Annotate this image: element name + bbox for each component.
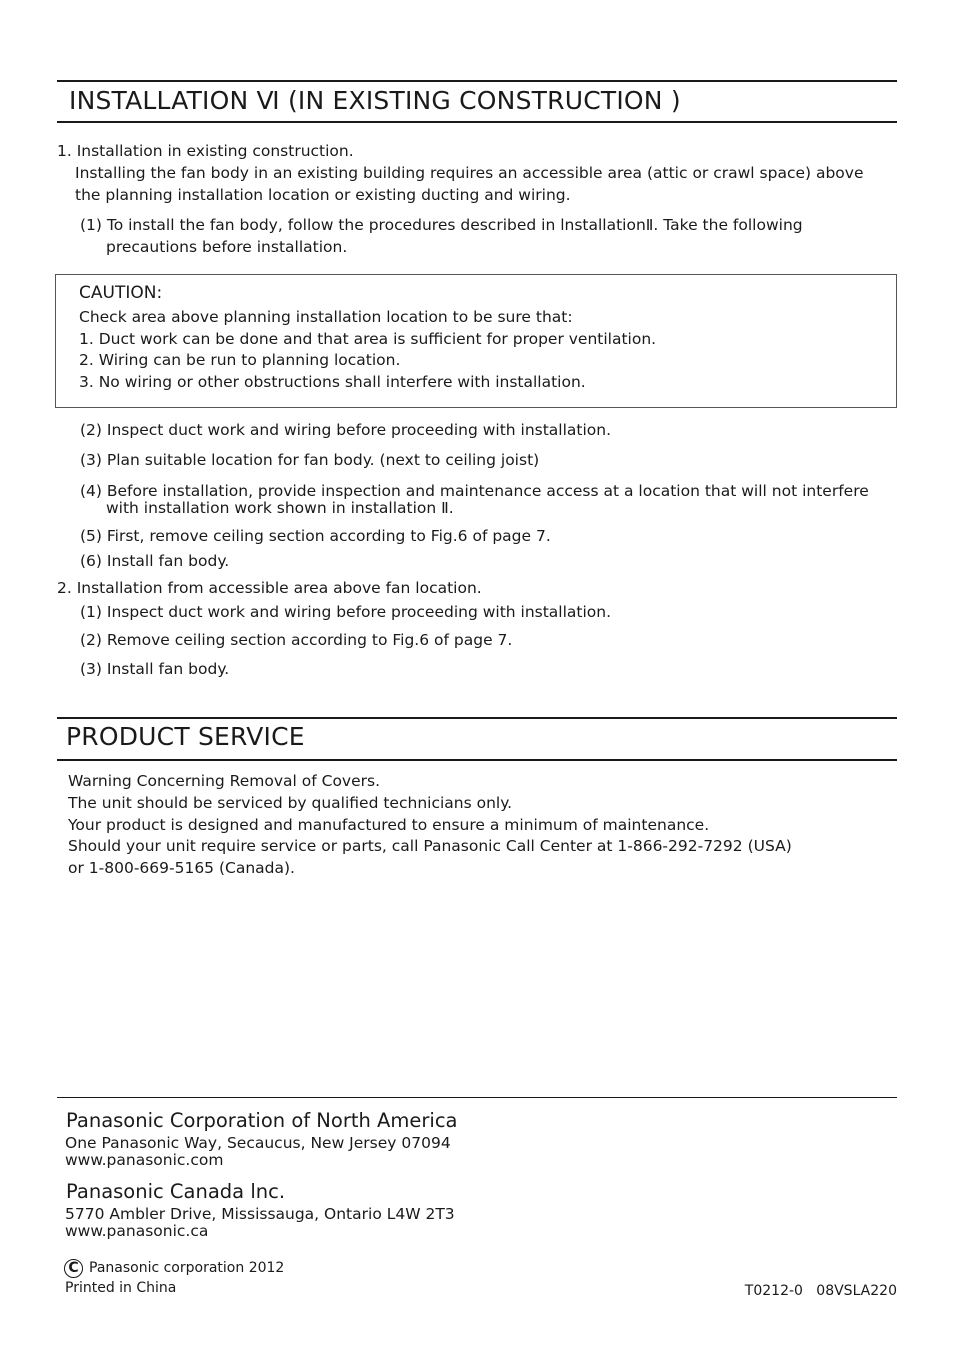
step4-line1: (4) Before installation, provide inspection and maintenance access at a location that will not interfere bbox=[80, 482, 869, 500]
footer-rule bbox=[57, 1097, 897, 1098]
item1-text-line2: the planning installation location or existing ducting and wiring. bbox=[75, 186, 571, 204]
service-line3: Your product is designed and manufactured to ensure a minimum of maintenance. bbox=[68, 816, 710, 834]
caution-intro: Check area above planning installation location to be sure that: bbox=[79, 308, 573, 326]
caution-item-3: 3. No wiring or other obstructions shall interfere with installation. bbox=[79, 373, 586, 391]
service-top-rule bbox=[57, 717, 897, 719]
company1-name: Panasonic Corporation of North America bbox=[66, 1109, 458, 1132]
item2-step2: (2) Remove ceiling section according to Fig.6 of page 7. bbox=[80, 631, 513, 649]
company2-web: www.panasonic.ca bbox=[65, 1222, 209, 1240]
service-bottom-rule bbox=[57, 759, 897, 761]
step3: (3) Plan suitable location for fan body. (next to ceiling joist) bbox=[80, 451, 540, 469]
caution-item-1: 1. Duct work can be done and that area is sufficient for proper ventilation. bbox=[79, 330, 657, 348]
service-line1: Warning Concerning Removal of Covers. bbox=[68, 772, 381, 790]
service-title: PRODUCT SERVICE bbox=[66, 722, 305, 751]
company1-web: www.panasonic.com bbox=[65, 1151, 224, 1169]
item2-heading: 2. Installation from accessible area above fan location. bbox=[57, 579, 482, 597]
copyright-icon: C bbox=[64, 1259, 83, 1278]
installation-title: INSTALLATION Ⅵ (IN EXISTING CONSTRUCTION ) bbox=[69, 86, 681, 115]
item1-text-line1: Installing the fan body in an existing building requires an accessible area (attic or crawl space) above bbox=[75, 164, 864, 182]
company2-name: Panasonic Canada lnc. bbox=[66, 1180, 286, 1203]
step1-line1: (1) To install the fan body, follow the procedures described in lnstallationⅡ. Take the following bbox=[80, 216, 803, 234]
step1-line2: precautions before installation. bbox=[106, 238, 348, 256]
item1-heading: 1. Installation in existing construction. bbox=[57, 142, 354, 160]
company1-address: One Panasonic Way, Secaucus, New Jersey 07094 bbox=[65, 1134, 451, 1152]
installation-bottom-rule bbox=[57, 121, 897, 123]
caution-item-2: 2. Wiring can be run to planning location. bbox=[79, 351, 401, 369]
step2: (2) Inspect duct work and wiring before proceeding with installation. bbox=[80, 421, 612, 439]
printed-in: Printed in China bbox=[65, 1280, 177, 1296]
item2-step1: (1) Inspect duct work and wiring before proceeding with installation. bbox=[80, 603, 612, 621]
item2-step3: (3) Install fan body. bbox=[80, 660, 230, 678]
doc-code: T0212-0 08VSLA220 bbox=[744, 1283, 897, 1299]
service-line2: The unit should be serviced by qualified technicians only. bbox=[68, 794, 513, 812]
step5: (5) First, remove ceiling section according to Fig.6 of page 7. bbox=[80, 527, 551, 545]
step4-line2: with installation work shown in installation Ⅱ. bbox=[106, 499, 454, 517]
installation-top-rule bbox=[57, 80, 897, 82]
service-line5: or 1-800-669-5165 (Canada). bbox=[68, 859, 295, 877]
caution-title: CAUTION: bbox=[79, 283, 163, 303]
step6: (6) Install fan body. bbox=[80, 552, 230, 570]
copyright-text: Panasonic corporation 2012 bbox=[89, 1260, 285, 1276]
service-line4: Should your unit require service or parts, call Panasonic Call Center at 1-866-292-7292 (USA) bbox=[68, 837, 792, 855]
company2-address: 5770 Ambler Drive, Mississauga, Ontario L4W 2T3 bbox=[65, 1205, 455, 1223]
